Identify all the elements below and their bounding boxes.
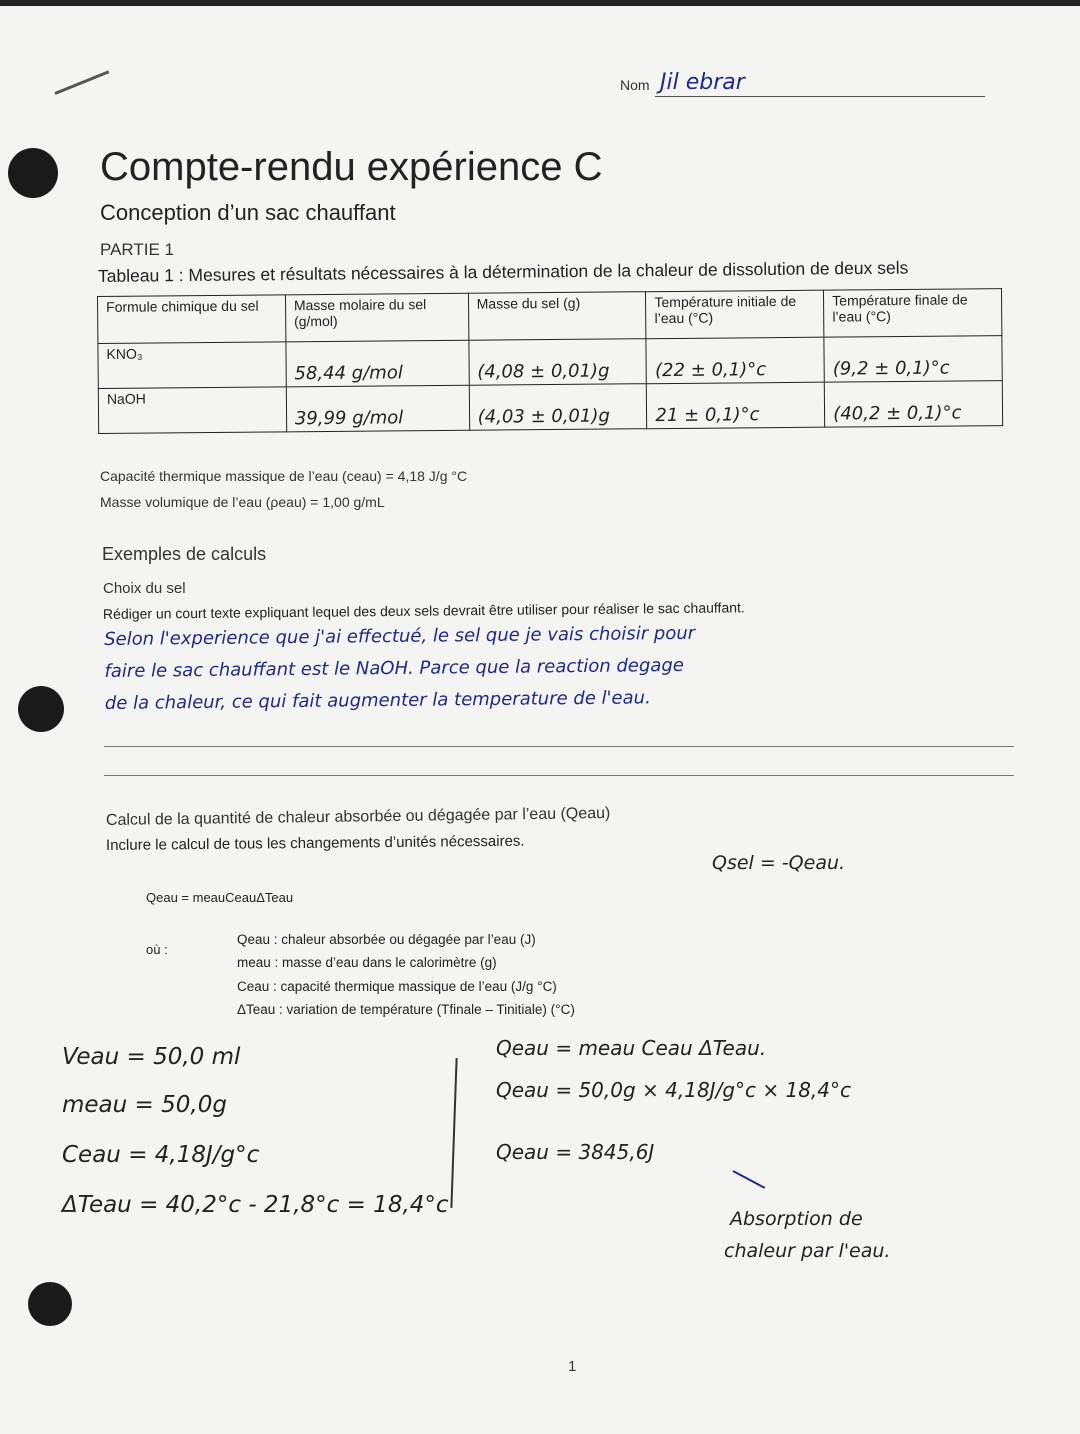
header-mass: Masse du sel (g) [468,292,646,341]
choix-heading: Choix du sel [103,580,186,597]
cell-mass: (4,08 ± 0,01)g [469,339,647,386]
formula: Qeau = meauCeauΔTeau [146,890,294,905]
punch-hole-bottom [28,1282,72,1326]
work-divider [450,1058,457,1208]
name-line [655,96,985,97]
definition-q: Qeau : chaleur absorbée ou dégagée par l’eau (J) [237,932,536,947]
definition-dt: ΔTeau : variation de température (Tfinale – Tinitiale) (°C) [237,1002,575,1017]
pen-mark [54,70,109,95]
punch-hole-middle [18,686,64,732]
calc-subtitle: Inclure le calcul de tous les changements d’unités nécessaires. [105,832,525,854]
results-table [97,288,1003,434]
cell-formula: NaOH [98,387,286,434]
work-delta-t: ΔTeau = 40,2°c - 21,8°c = 18,4°c [62,1192,449,1218]
constant-c-eau: Capacité thermique massique de l’eau (ceau) = 4,18 J/g °C [100,468,468,484]
answer-rule [104,775,1014,776]
name-label: Nom [620,77,650,93]
cell-molar-mass: 39,99 g/mol [286,385,469,432]
examples-heading: Exemples de calculs [102,544,267,564]
definition-m: meau : masse d’eau dans le calorimètre (g) [237,955,497,970]
work-formula: Qeau = meau Ceau ΔTeau. [496,1036,767,1060]
table-row [98,381,1002,434]
cell-formula: KNO₃ [98,342,286,389]
scan-top-edge [0,0,1080,6]
ou-label: où : [146,942,168,957]
table-caption: Tableau 1 : Mesures et résultats nécessaires à la détermination de la chaleur de dissolution de deux sels [97,257,909,286]
answer-line: de la chaleur, ce qui fait augmenter la temperature de l'eau. [104,687,651,714]
table-row [98,336,1002,389]
page-number: 1 [568,1358,577,1375]
page-title: Compte-rendu expérience C [100,145,603,189]
answer-line: Selon l'experience que j'ai effectué, le sel que je vais choisir pour [104,622,696,650]
punch-hole-top [8,148,58,198]
table-header-row [98,289,1002,344]
definition-c: Ceau : capacité thermique massique de l’eau (J/g °C) [237,979,557,994]
section-partie: PARTIE 1 [100,240,175,259]
choix-instruction: Rédiger un court texte expliquant lequel des deux sels devrait être utiliser pour réaliser le sac chauffant. [102,599,745,622]
work-m-eau: meau = 50,0g [62,1092,227,1118]
work-c-eau: Ceau = 4,18J/g°c [62,1142,260,1168]
cell-t-initial: 21 ± 0,1)°c [647,382,825,429]
header-molar-mass: Masse molaire du sel (g/mol) [285,293,468,342]
calc-title: Calcul de la quantité de chaleur absorbée ou dégagée par l’eau (Qeau) [105,804,611,829]
check-mark [733,1170,766,1189]
name-signature: Jil ebrar [660,70,745,95]
note-line: chaleur par l'eau. [724,1240,891,1262]
work-v-eau: Veau = 50,0 ml [62,1044,241,1070]
qsel-note: Qsel = -Qeau. [712,852,846,874]
work-substitution: Qeau = 50,0g × 4,18J/g°c × 18,4°c [496,1078,852,1102]
cell-mass: (4,03 ± 0,01)g [469,384,647,431]
cell-t-final: (40,2 ± 0,1)°c [824,381,1002,428]
cell-t-final: (9,2 ± 0,1)°c [824,336,1002,383]
answer-line: faire le sac chauffant est le NaOH. Parce que la reaction degage [104,654,685,682]
choix-answer [104,614,1035,720]
work-result: Qeau = 3845,6J [496,1140,655,1164]
page-subtitle: Conception d’un sac chauffant [100,200,396,225]
answer-rule [104,746,1014,747]
constant-rho-eau: Masse volumique de l’eau (ρeau) = 1,00 g/mL [100,494,385,510]
header-formula: Formule chimique du sel [98,295,286,344]
note-line: Absorption de [730,1208,863,1230]
header-t-initial: Température initiale de l’eau (°C) [646,290,824,339]
cell-t-initial: (22 ± 0,1)°c [646,337,824,384]
cell-molar-mass: 58,44 g/mol [286,340,469,387]
header-t-final: Température finale de l’eau (°C) [824,289,1002,338]
